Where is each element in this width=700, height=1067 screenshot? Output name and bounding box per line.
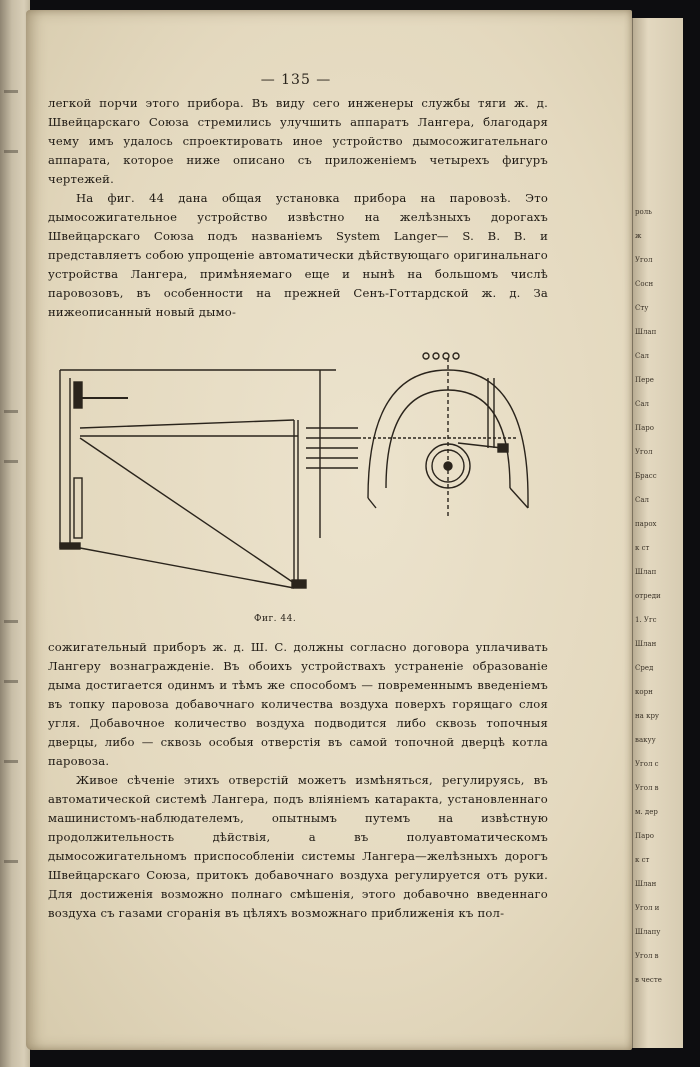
stack-text-fragment: Сред bbox=[635, 664, 654, 672]
stack-text-fragment: Брасс bbox=[635, 472, 657, 480]
stack-text-fragment: вакуу bbox=[635, 736, 656, 744]
stack-text-fragment: Угол в bbox=[635, 952, 659, 960]
stack-text-fragment: м. дер bbox=[635, 808, 658, 816]
stack-text-fragment: Угол bbox=[635, 256, 653, 264]
stack-text-fragment: Сал bbox=[635, 352, 649, 360]
stack-text-fragment: к ст bbox=[635, 544, 650, 552]
stack-text-fragment: Шлап bbox=[635, 568, 657, 576]
text-block-bottom bbox=[48, 638, 548, 923]
stack-text-fragment: ж bbox=[635, 232, 642, 240]
stack-text-fragment: Шлан bbox=[635, 640, 657, 648]
stack-text-fragment: Шлапу bbox=[635, 928, 661, 936]
text-block-top bbox=[48, 94, 548, 322]
stack-text-fragment: Сал bbox=[635, 496, 649, 504]
stack-text-fragment: 1. Угс bbox=[635, 616, 657, 624]
stack-text-fragment: Пере bbox=[635, 376, 654, 384]
stack-text-fragment: корн bbox=[635, 688, 653, 696]
figure-caption: Фиг. 44. bbox=[254, 614, 297, 624]
stack-text-fragment: Угол с bbox=[635, 760, 659, 768]
locomotive-smoke-consumer-drawing bbox=[58, 348, 538, 628]
book-page bbox=[26, 10, 632, 1050]
stack-text-fragment: отреди bbox=[635, 592, 661, 600]
stack-text-fragment: парох bbox=[635, 520, 657, 528]
paragraph: сожигательный приборъ ж. д. Ш. С. должны согласно договора уплачивать Лангеру вознагражденiе. Въ обоихъ устройствахъ устраненiе образованiе дыма достигается одинмъ и тѣмъ же способомъ — повременнымъ введенiемъ въ топку паровоза добавочнаго количества воздуха поверхъ горящаго слоя угля. Добавочное количество воздуха подводится либо сквозь топочныя дверцы, либо — сквозь особыя отверстiя въ самой топочной дверцѣ котла паровоза. bbox=[48, 640, 548, 768]
page-number: — 135 — bbox=[260, 72, 332, 88]
stack-text-fragment: Угол и bbox=[635, 904, 660, 912]
stack-text-fragment: роль bbox=[635, 208, 652, 216]
stack-text-fragment: к ст bbox=[635, 856, 650, 864]
stack-text-fragment: Шлан bbox=[635, 880, 657, 888]
book-page-stack bbox=[632, 18, 683, 1048]
stack-text-fragment: Сал bbox=[635, 400, 649, 408]
stack-text-fragment: Шлап bbox=[635, 328, 657, 336]
stack-text-fragment: в честе bbox=[635, 976, 662, 984]
stack-text-fragment: Сосн bbox=[635, 280, 654, 288]
stack-text-fragment: Угол bbox=[635, 448, 653, 456]
stack-text-fragment: Паро bbox=[635, 424, 654, 432]
paragraph: легкой порчи этого прибора. Въ виду сего инженеры службы тяги ж. д. Швейцарскаго Союза стремились улучшить аппаратъ Лангера, благодаря чему имъ удалось спроектировать иное устройство дымосожигательнаго аппарата, которое ниже описано съ приложенiемъ четырехъ фигуръ чертежей. bbox=[48, 96, 548, 186]
stack-text-fragment: Сту bbox=[635, 304, 649, 312]
stack-text-fragment: Угол в bbox=[635, 784, 659, 792]
stack-text-fragment: Паро bbox=[635, 832, 654, 840]
paragraph: На фиг. 44 дана общая установка прибора на паровозѣ. Это дымосожигательное устройство извѣстно на желѣзныхъ дорогахъ Швейцарскаго Союза подъ названiемъ System Langer— S. B. B. и представляетъ собою упрощенiе автоматически дѣйствующаго оригинальнаго устройства Лангера, примѣняемаго еще и нынѣ на большомъ числѣ паровозовъ, въ особенности на прежней Сенъ-Готтардской ж. д. За нижеописанный новый дымо- bbox=[48, 191, 548, 319]
paragraph: Живое сѣченiе этихъ отверстiй можетъ измѣняться, регулируясь, въ автоматической системѣ Лангера, подъ влiянiемъ катаракта, установленнаго машинистомъ-наблюдателемъ, опытнымъ путемъ на извѣстную продолжительность дѣйствiя, а въ полуавтоматическомъ дымосожигательномъ приспособленiи системы Лангера—желѣзныхъ дорогъ Швейцарскаго Союза, притокъ добавочнаго воздуха регулируется отъ руки. Для достиженiя возможно полнаго смѣшенiя, этого добавочно введеннаго воздуха съ газами сгоранiя въ цѣляхъ возможнаго приближенiя къ пол- bbox=[48, 773, 548, 920]
stack-text-fragment: на кру bbox=[635, 712, 660, 720]
